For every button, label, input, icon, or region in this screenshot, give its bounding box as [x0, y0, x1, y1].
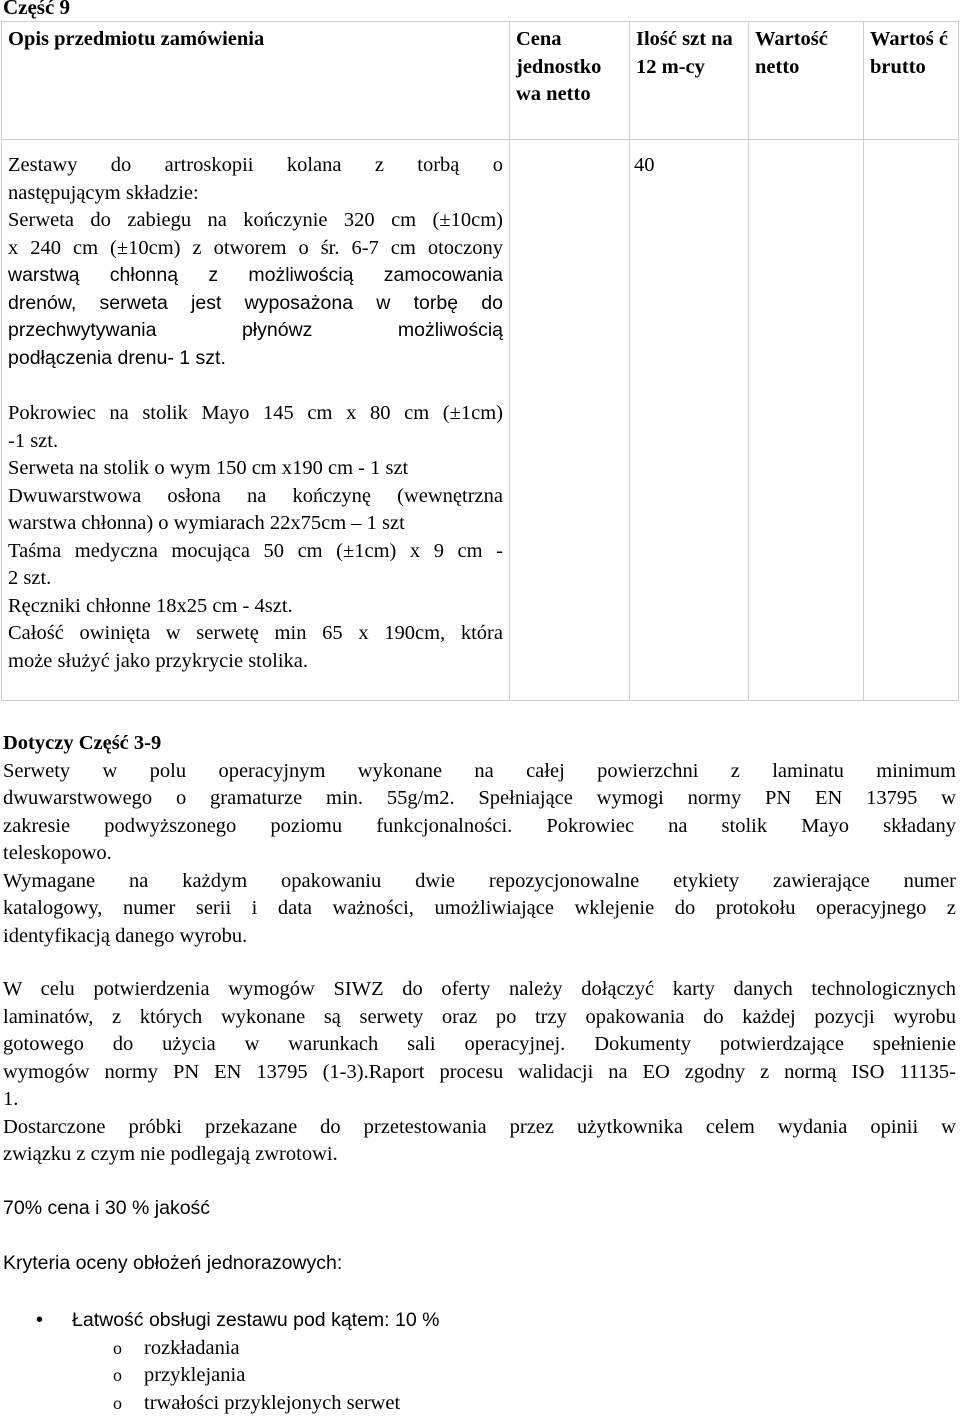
header-quantity: Ilość szt na 12 m-cy [630, 22, 749, 140]
desc-line: Zestawy do artroskopii kolana z torbą o [8, 154, 503, 176]
cell-net-value [749, 140, 864, 701]
notes-line: teleskopowo. [3, 842, 112, 864]
desc-line: następującym składzie: [8, 181, 199, 204]
desc-line: warstwą chłonną z możliwością zamocowania [8, 264, 503, 286]
list-item [0, 1307, 940, 1417]
criteria-list [0, 1307, 940, 1417]
desc-line: Pokrowiec na stolik Mayo 145 cm x 80 cm (±1cm) [8, 402, 503, 424]
documentation-section [3, 976, 956, 1169]
header-unit-price: Cena jednostko wa netto [510, 22, 630, 140]
header-gross-value: Wartoś ć brutto [864, 22, 959, 140]
notes-line: Wymagane na każdym opakowaniu dwie repozycjonowalne etykiety zawierające numer [3, 869, 956, 892]
notes-line: laminatów, z których wykonane są serwety oraz po trzy opakowania do każdej pozycji wyrobu [3, 1005, 956, 1028]
table-row [2, 140, 959, 701]
list-item: o rozkładania [72, 1335, 940, 1363]
header-description: Opis przedmiotu zamówienia [2, 22, 510, 140]
list-item: o trwałości przyklejonych serwet [72, 1390, 940, 1418]
notes-line: wymogów normy PN EN 13795 (1-3).Raport procesu walidacji na EO zgodny z normą ISO 11135- [3, 1060, 956, 1083]
criteria-title: Kryteria oceny obłożeń jednorazowych: [3, 1252, 343, 1274]
desc-line: Serweta na stolik o wym 150 cm x190 cm - 1 szt [8, 457, 409, 479]
desc-line: Całość owinięta w serwetę min 65 x 190cm, która [8, 622, 503, 644]
notes-section [3, 730, 956, 950]
notes-line: dwuwarstwowego o gramaturze min. 55g/m2. Spełniające wymogi normy PN EN 13795 w [3, 787, 956, 809]
list-item: o przyklejania [72, 1362, 940, 1390]
criteria-sublist [72, 1335, 940, 1418]
notes-line: związku z czym nie podlegają zwrotowi. [3, 1143, 338, 1165]
notes-line: zakresie podwyższonego poziomu funkcjonalności. Pokrowiec na stolik Mayo składany [3, 814, 956, 837]
desc-line: Ręczniki chłonne 18x25 cm - 4szt. [8, 594, 293, 617]
notes-line: Serwety w polu operacyjnym wykonane na całej powierzchni z laminatu minimum [3, 759, 956, 782]
criteria-item-label: Łatwość obsługi zestawu pod kątem: 10 % [72, 1309, 440, 1331]
desc-line: -1 szt. [8, 429, 59, 452]
cell-description [2, 140, 510, 701]
desc-line: może służyć jako przykrycie stolika. [8, 649, 308, 672]
cell-gross-value [864, 140, 959, 701]
desc-line: x 240 cm (±10cm) z otworem o śr. 6-7 cm otoczony [8, 236, 503, 259]
desc-line: przechwytywania płynówz możliwością [8, 319, 503, 341]
quantity-value: 40 [634, 154, 655, 176]
part-heading: Część 9 [3, 0, 71, 19]
notes-title: Dotyczy Część 3-9 [3, 732, 162, 754]
desc-line: 2 szt. [8, 567, 52, 589]
cell-quantity [630, 140, 749, 701]
specification-table [1, 21, 959, 701]
desc-line: drenów, serweta jest wyposażona w torbę do [8, 291, 503, 314]
desc-line: warstwa chłonna) o wymiarach 22x75cm – 1 szt [8, 512, 405, 534]
notes-line: W celu potwierdzenia wymogów SIWZ do oferty należy dołączyć karty danych technologicznych [3, 978, 956, 1000]
notes-line: identyfikacją danego wyrobu. [3, 924, 248, 947]
cell-unit-price [510, 140, 630, 701]
desc-line: Dwuwarstwowa osłona na kończynę (wewnętrzna [8, 484, 503, 507]
table-header-row [2, 22, 959, 140]
desc-line: Taśma medyczna mocująca 50 cm (±1cm) x 9 cm - [8, 539, 503, 562]
desc-line: Serweta do zabiegu na kończynie 320 cm (±10cm) [8, 209, 503, 231]
notes-line: gotowego do użycia w warunkach sali operacyjnej. Dokumenty potwierdzające spełnienie [3, 1033, 956, 1055]
desc-line: podłączenia drenu- 1 szt. [8, 346, 226, 369]
notes-line: Dostarczone próbki przekazane do przetestowania przez użytkownika celem wydania opinii w [3, 1115, 956, 1138]
notes-line: katalogowy, numer serii i data ważności, umożliwiające wklejenie do protokołu operacyjnego z [3, 897, 956, 919]
header-net-value: Wartość netto [749, 22, 864, 140]
weighting-text: 70% cena i 30 % jakość [3, 1197, 211, 1219]
notes-line: 1. [3, 1088, 19, 1110]
